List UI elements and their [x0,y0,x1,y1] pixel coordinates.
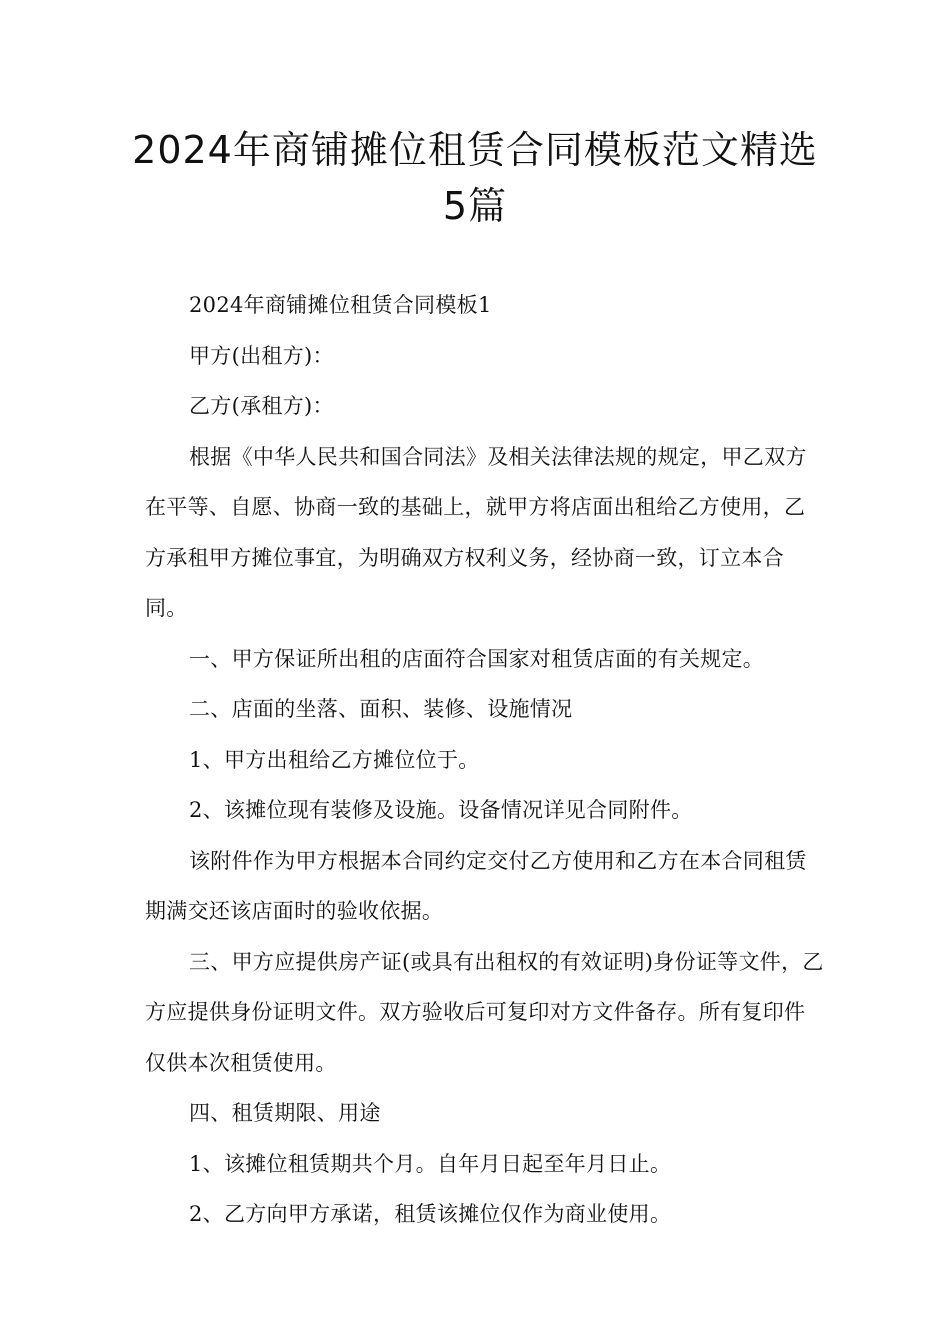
document-body [145,280,825,1240]
clause-4-item-2: 2、乙方向甲方承诺，租赁该摊位仅作为商业使用。 [189,1202,672,1226]
clause-4-heading: 四、租赁期限、用途 [189,1101,381,1125]
document-title [100,122,850,234]
clause-2-note: 该附件作为甲方根据本合同约定交付乙方使用和乙方在本合同租赁期满交还该店面时的验收依据。 [145,848,807,923]
preamble-paragraph: 根据《中华人民共和国合同法》及相关法律法规的规定，甲乙双方在平等、自愿、协商一致的基础上，就甲方将店面出租给乙方使用，乙方承租甲方摊位事宜，为明确双方权利义务，经协商一致，订立本合同。 [145,444,807,620]
clause-4-item-1: 1、该摊位租赁期共个月。自年月日起至年月日止。 [189,1151,672,1176]
title-line-1: 2024年商铺摊位租赁合同模板范文精选 [132,128,818,172]
clause-2-item-1: 1、甲方出租给乙方摊位位于。 [189,747,480,772]
clause-2-item-2: 2、该摊位现有装修及设施。设备情况详见合同附件。 [189,798,693,822]
party-a-line: 甲方(出租方)： [189,343,334,368]
clause-2-heading: 二、店面的坐落、面积、装修、设施情况 [189,697,573,721]
section-heading: 2024年商铺摊位租赁合同模板1 [189,293,492,317]
title-line-2: 5篇 [442,184,508,228]
clause-1: 一、甲方保证所出租的店面符合国家对租赁店面的有关规定。 [189,646,765,671]
clause-3: 三、甲方应提供房产证(或具有出租权的有效证明)身份证等文件，乙方应提供身份证明文件。双方验收后可复印对方文件备存。所有复印件仅供本次租赁使用。 [145,949,824,1075]
party-b-line: 乙方(承租方)： [189,394,334,418]
